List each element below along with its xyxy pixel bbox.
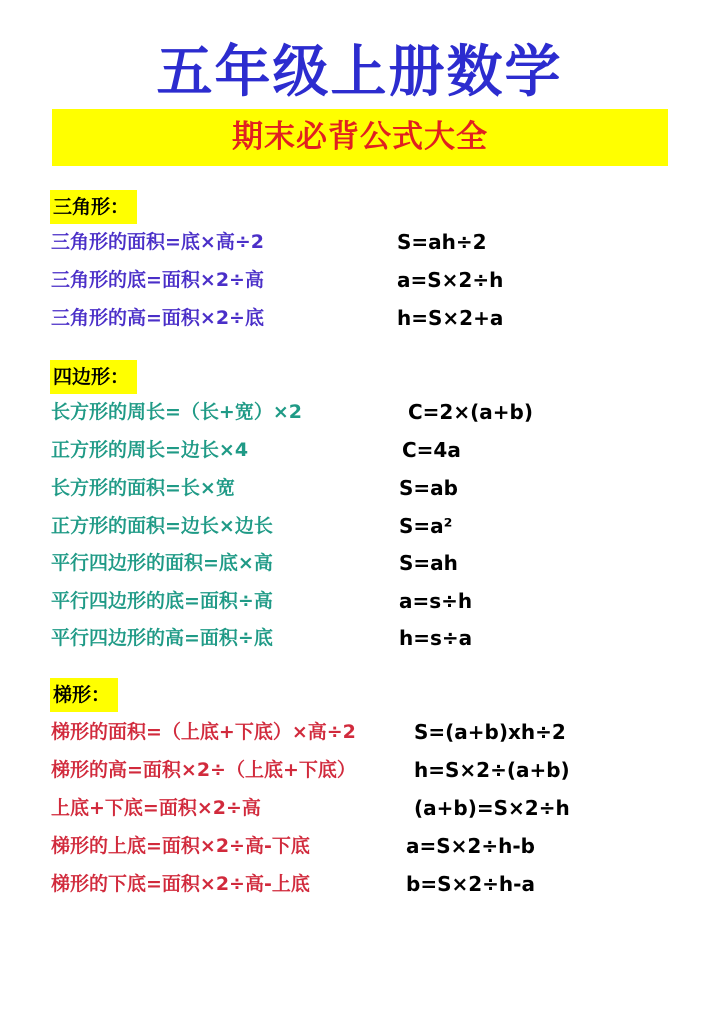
formula-text: 平行四边形的底=面积÷高 (51, 590, 273, 612)
page-title: 五年级上册数学 (156, 40, 563, 105)
formula-row (0, 511, 719, 541)
formula-text: 正方形的面积=边长×边长 (51, 515, 273, 537)
formula-row (0, 473, 719, 503)
formula-symbolic: S=ab (399, 476, 458, 500)
formula-row (0, 869, 719, 899)
formula-row (0, 303, 719, 333)
section-label-trapezoid: 梯形： (50, 678, 118, 712)
formula-symbolic: S=ah÷2 (397, 230, 487, 254)
formula-text: 梯形的上底=面积×2÷高-下底 (51, 835, 310, 857)
formula-row (0, 831, 719, 861)
page-subtitle: 期末必背公式大全 (232, 119, 488, 155)
formula-symbolic: b=S×2÷h-a (406, 872, 535, 896)
formula-text: 平行四边形的面积=底×高 (51, 552, 273, 574)
formula-symbolic: C=4a (402, 438, 461, 462)
formula-text: 梯形的高=面积×2÷（上底+下底） (51, 759, 356, 781)
formula-symbolic: S=(a+b)xh÷2 (414, 720, 566, 744)
formula-text: 梯形的下底=面积×2÷高-上底 (51, 873, 310, 895)
formula-symbolic: (a+b)=S×2÷h (414, 796, 570, 820)
section-label-quadrilateral: 四边形： (50, 360, 137, 394)
formula-text: 三角形的底=面积×2÷高 (51, 269, 264, 291)
formula-text: 平行四边形的高=面积÷底 (51, 627, 273, 649)
section-label-triangle: 三角形： (50, 190, 137, 224)
formula-row (0, 548, 719, 578)
formula-row (0, 623, 719, 653)
formula-symbolic: a=S×2÷h (397, 268, 504, 292)
formula-symbolic: h=s÷a (399, 626, 473, 650)
subtitle-banner (52, 109, 668, 166)
formula-text: 正方形的周长=边长×4 (51, 439, 249, 461)
formula-row (0, 397, 719, 427)
formula-text: 上底+下底=面积×2÷高 (51, 797, 261, 819)
formula-symbolic: h=S×2+a (397, 306, 504, 330)
formula-symbolic: a=s÷h (399, 589, 473, 613)
formula-symbolic: a=S×2÷h-b (406, 834, 535, 858)
formula-text: 三角形的高=面积×2÷底 (51, 307, 264, 329)
formula-row (0, 717, 719, 747)
formula-symbolic: S=ah (399, 551, 458, 575)
formula-symbolic: h=S×2÷(a+b) (414, 758, 570, 782)
formula-row (0, 755, 719, 785)
formula-row (0, 227, 719, 257)
formula-row (0, 793, 719, 823)
formula-text: 三角形的面积=底×高÷2 (51, 231, 264, 253)
formula-symbolic: S=a² (399, 514, 453, 538)
formula-row (0, 435, 719, 465)
formula-row (0, 265, 719, 295)
formula-text: 梯形的面积=（上底+下底）×高÷2 (51, 721, 356, 743)
formula-text: 长方形的周长=（长+宽）×2 (51, 401, 302, 423)
formula-text: 长方形的面积=长×宽 (51, 477, 235, 499)
formula-row (0, 586, 719, 616)
formula-symbolic: C=2×(a+b) (408, 400, 533, 424)
